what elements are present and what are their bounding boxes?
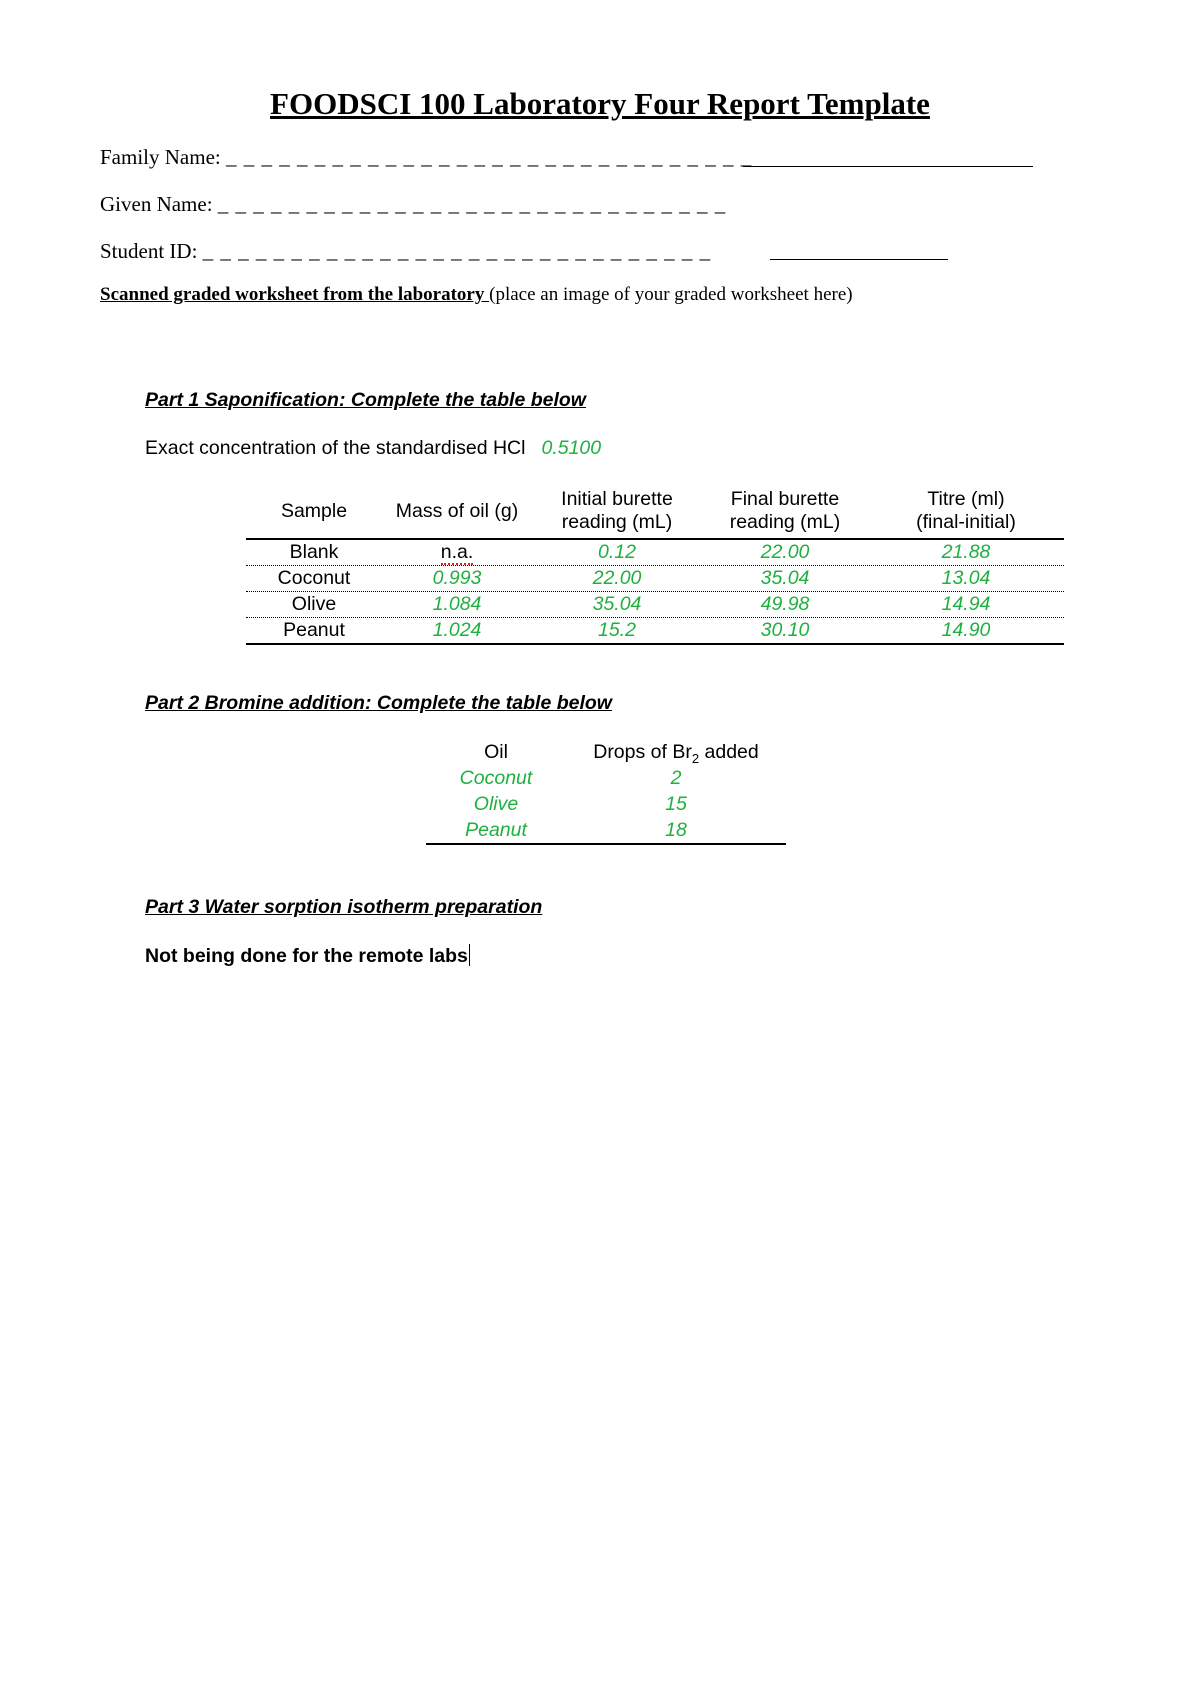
cell-titre[interactable]: 21.88: [941, 541, 991, 563]
bromine-row-coconut: [426, 765, 786, 791]
cell-initial[interactable]: 35.04: [592, 593, 642, 615]
bromine-row-peanut: [426, 817, 786, 845]
cell-mass[interactable]: [382, 541, 532, 564]
student-id-field[interactable]: [100, 239, 711, 264]
cell-drops[interactable]: 18: [665, 819, 687, 841]
header-drops-sub: 2: [691, 750, 700, 766]
cell-oil[interactable]: Olive: [473, 793, 519, 815]
part2-heading: Part 2 Bromine addition: Complete the table below: [145, 692, 612, 714]
cell-sample: Coconut: [277, 567, 351, 589]
table-row-coconut: [246, 565, 1064, 591]
table-row-olive: [246, 591, 1064, 617]
cell-final[interactable]: 35.04: [760, 567, 810, 589]
cell-titre[interactable]: 14.90: [941, 619, 991, 641]
hcl-concentration-value[interactable]: 0.5100: [541, 437, 602, 459]
bromine-row-olive: [426, 791, 786, 817]
given-name-field[interactable]: [100, 192, 726, 217]
header-initial-line1: Initial burette: [561, 488, 673, 510]
header-final-line1: Final burette: [730, 488, 840, 510]
header-initial-line2: reading (mL): [561, 511, 673, 533]
cell-initial[interactable]: 22.00: [592, 567, 642, 589]
cell-titre[interactable]: 14.94: [941, 593, 991, 615]
given-name-blank: _ _ _ _ _ _ _ _ _ _ _ _ _ _ _ _ _ _ _ _ _ _ _ _ _ _ _ _ _: [217, 192, 727, 216]
header-mass: Mass of oil (g): [395, 500, 519, 522]
cell-final[interactable]: 49.98: [760, 593, 810, 615]
student-id-label: Student ID:: [100, 239, 198, 263]
student-id-blank: _ _ _ _ _ _ _ _ _ _ _ _ _ _ _ _ _ _ _ _ _ _ _ _ _ _ _ _ _: [202, 239, 712, 263]
cell-mass[interactable]: 1.084: [432, 593, 482, 615]
cell-sample: Olive: [291, 593, 337, 615]
family-name-underline: [743, 166, 1033, 167]
family-name-blank: _ _ _ _ _ _ _ _ _ _ _ _ _ _ _ _ _ _ _ _ _ _ _ _ _ _ _ _ _ _: [225, 145, 753, 169]
scanned-worksheet-heading: Scanned graded worksheet from the laboratory: [100, 284, 490, 305]
family-name-field[interactable]: [100, 145, 752, 170]
saponification-table: [246, 484, 1064, 645]
text-cursor: [469, 944, 471, 966]
cell-sample: Peanut: [283, 619, 345, 641]
cell-initial[interactable]: 15.2: [598, 619, 636, 641]
cell-mass[interactable]: 1.024: [432, 619, 482, 641]
cell-final[interactable]: 30.10: [760, 619, 810, 641]
cell-sample: Blank: [289, 541, 339, 563]
given-name-label: Given Name:: [100, 192, 213, 216]
header-final-line2: reading (mL): [729, 511, 841, 533]
remote-labs-text: Not being done for the remote labs: [145, 945, 468, 967]
table-body: [246, 538, 1064, 645]
header-oil: Oil: [484, 741, 508, 763]
header-initial: [532, 488, 702, 534]
header-drops-pre: Drops of Br: [593, 741, 692, 763]
table-header-row: [246, 484, 1064, 538]
bromine-header-row: [426, 739, 786, 765]
student-id-underline: [770, 259, 948, 260]
header-sample: Sample: [280, 500, 348, 522]
scanned-worksheet-instruction: (place an image of your graded worksheet here): [489, 284, 853, 305]
hcl-concentration-label: Exact concentration of the standardised HCl: [145, 437, 526, 459]
remote-labs-note[interactable]: [145, 944, 470, 968]
table-row-blank: [246, 538, 1064, 565]
cell-mass[interactable]: 0.993: [432, 567, 482, 589]
cell-oil[interactable]: Peanut: [465, 819, 527, 841]
header-titre-line1: Titre (ml): [927, 488, 1005, 510]
bromine-table: [426, 739, 786, 845]
scanned-worksheet-note: [100, 284, 853, 306]
header-drops-post: added: [699, 741, 759, 763]
cell-oil[interactable]: Coconut: [459, 767, 533, 789]
cell-titre[interactable]: 13.04: [941, 567, 991, 589]
header-final: [702, 488, 868, 534]
page-title: FOODSCI 100 Laboratory Four Report Template: [270, 86, 930, 121]
cell-drops[interactable]: 2: [670, 767, 682, 789]
cell-drops[interactable]: 15: [665, 793, 687, 815]
family-name-label: Family Name:: [100, 145, 221, 169]
cell-mass-text: n.a.: [440, 541, 474, 563]
cell-initial[interactable]: 0.12: [598, 541, 636, 563]
hcl-concentration-line: [145, 437, 601, 460]
table-row-peanut: [246, 617, 1064, 643]
cell-final[interactable]: 22.00: [760, 541, 810, 563]
header-titre: [868, 488, 1064, 534]
header-titre-line2: (final-initial): [916, 511, 1016, 533]
part1-heading: Part 1 Saponification: Complete the table below: [145, 389, 586, 411]
part3-heading: Part 3 Water sorption isotherm preparation: [145, 896, 543, 918]
